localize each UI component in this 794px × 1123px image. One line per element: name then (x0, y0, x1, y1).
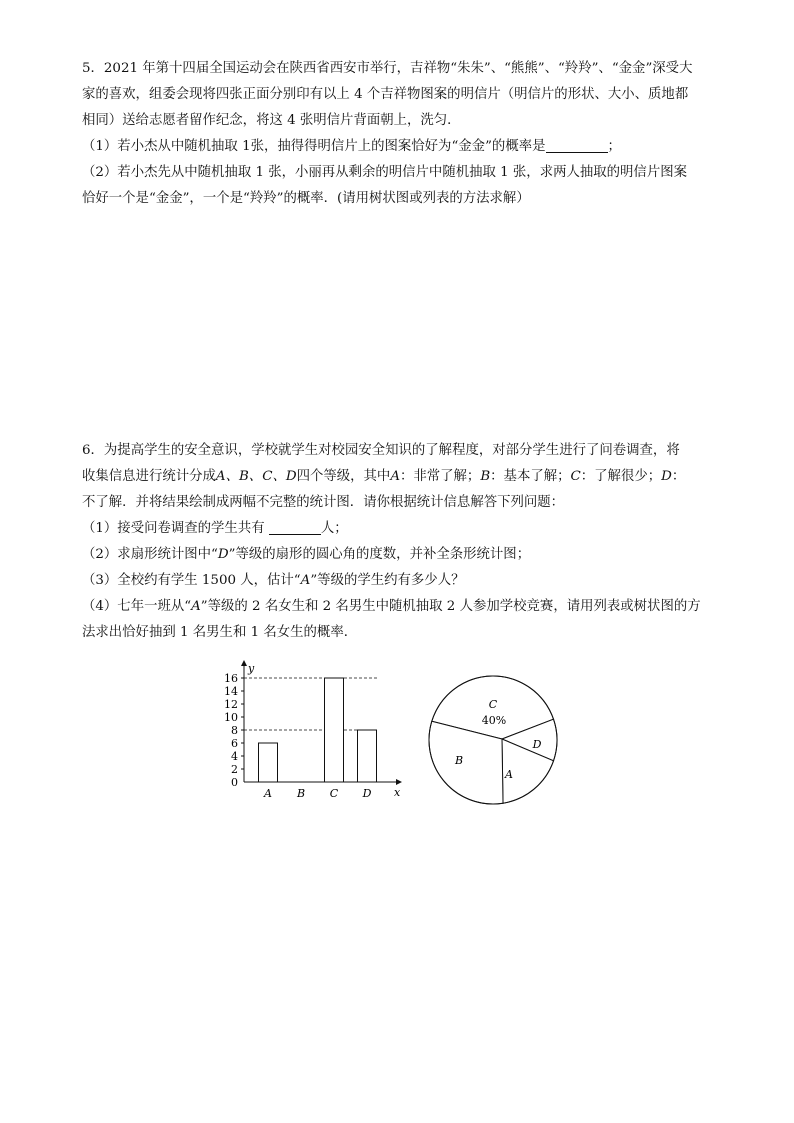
q6-part-1-end: 人； (320, 521, 348, 536)
q6-part-4-b: ”等级的 2 名女生和 2 名男生中随机抽取 2 人参加学校竞赛，请用列表或树状图的方 (200, 599, 701, 614)
category-label-a: A (264, 787, 272, 800)
q6-line-2-b: 四个等级，其中 (296, 469, 391, 484)
bar-c (325, 678, 344, 782)
q6-part-3-b: ”等级的学生约有多少人？ (310, 573, 465, 588)
bar-chart (218, 656, 418, 816)
q6-part-2-d: D (217, 547, 229, 562)
q5-intro-line-1: 5．2021 年第十四届全国运动会在陕西省西安市举行，吉祥物“朱朱”、“熊熊”、“羚羚”、“金金”深受大 (82, 61, 693, 76)
question-5 (82, 56, 714, 212)
pie-label-c: C (488, 698, 498, 711)
q6-line-2-d: ：基本了解； (490, 469, 571, 484)
q5-part-1 (82, 134, 714, 160)
q6-part-4-line-2: 法求出恰好抽到 1 名男生和 1 名女生的概率． (82, 625, 358, 640)
q6-answer-blank (269, 519, 321, 535)
question-6 (82, 438, 714, 646)
q6-line-2-c: ：非常了解； (399, 469, 481, 484)
bar-a (259, 743, 278, 782)
q6-part-4 (82, 594, 714, 620)
category-label-d: D (362, 787, 372, 800)
q6-line-2-a: 收集信息进行统计分成 (82, 469, 216, 484)
q6-line-2 (82, 464, 714, 490)
q5-part-2-line-2: 恰好一个是“金金”，一个是“羚羚”的概率．(请用树状图或列表的方法求解） (82, 191, 530, 206)
y-tick-label: 12 (224, 698, 238, 711)
y-tick-label: 0 (231, 776, 238, 789)
q5-part-1-end: ； (607, 139, 621, 154)
q6-part-2 (82, 542, 714, 568)
q6-grade-letters: A、B、C、D (215, 469, 297, 484)
y-tick-label: 16 (224, 672, 238, 685)
q6-part-2-a: （2）求扇形统计图中“ (82, 547, 218, 562)
q6-grade-a: A (390, 469, 400, 484)
q6-line-3: 不了解．并将结果绘制成两幅不完整的统计图．请你根据统计信息解答下列问题： (82, 495, 565, 510)
pie-label-a: A (505, 768, 513, 781)
pie-label-d: D (532, 738, 542, 751)
q5-intro-line-3: 相同）送给志愿者留作纪念，将这 4 张明信片背面朝上，洗匀． (82, 113, 461, 128)
y-tick-label: 14 (224, 685, 238, 698)
q6-grade-d: D (661, 469, 672, 484)
q5-answer-blank (546, 137, 608, 153)
y-tick-label: 10 (224, 711, 238, 724)
q6-grade-c: C (570, 469, 581, 484)
q5-intro-line-2: 家的喜欢，组委会现将四张正面分别印有以上 4 个吉祥物图案的明信片（明信片的形状、大小、质地都 (82, 87, 689, 102)
q6-part-4-letter-a: A (191, 599, 201, 614)
y-tick-label: 4 (231, 750, 238, 763)
bar-d (358, 730, 377, 782)
q6-part-3 (82, 568, 714, 594)
y-tick-label: 2 (231, 763, 238, 776)
category-label-c: C (329, 787, 339, 800)
q5-part-2-line-1: （2）若小杰先从中随机抽取 1 张，小丽再从剩余的明信片中随机抽取 1 张，求两人抽取的明信片图案 (82, 165, 687, 180)
pie-value-c: 40% (481, 714, 507, 727)
figures (0, 656, 794, 816)
q6-grade-b: B (480, 469, 491, 484)
category-label-b: B (296, 787, 306, 800)
pie-chart (426, 656, 566, 816)
q5-part-1-text: （1）若小杰从中随机抽取 1张，抽得得明信片上的图案恰好为“金金”的概率是 (82, 139, 546, 154)
y-tick-label: 6 (231, 737, 238, 750)
q6-part-3-letter-a: A (300, 573, 311, 588)
x-axis-arrow (396, 779, 402, 785)
pie-label-b: B (454, 754, 464, 767)
q6-line-2-e: ：了解很少； (580, 469, 662, 484)
q6-part-3-a: （3）全校约有学生 1500 人，估计“ (82, 573, 301, 588)
x-axis-label: x (394, 786, 401, 799)
q6-part-1-text: （1）接受问卷调查的学生共有 (82, 521, 269, 536)
q6-part-2-b: ”等级的扇形的圆心角的度数，并补全条形统计图； (228, 547, 531, 562)
q6-part-4-a: （4）七年一班从“ (82, 599, 192, 614)
q6-line-1: 6．为提高学生的安全意识，学校就学生对校园安全知识的了解程度，对部分学生进行了问卷调查，将 (82, 443, 680, 458)
y-axis-arrow (241, 660, 247, 666)
y-axis-label: y (248, 662, 255, 675)
q6-line-2-f: ： (671, 469, 686, 484)
q6-part-1 (82, 516, 714, 542)
y-tick-label: 8 (231, 724, 238, 737)
